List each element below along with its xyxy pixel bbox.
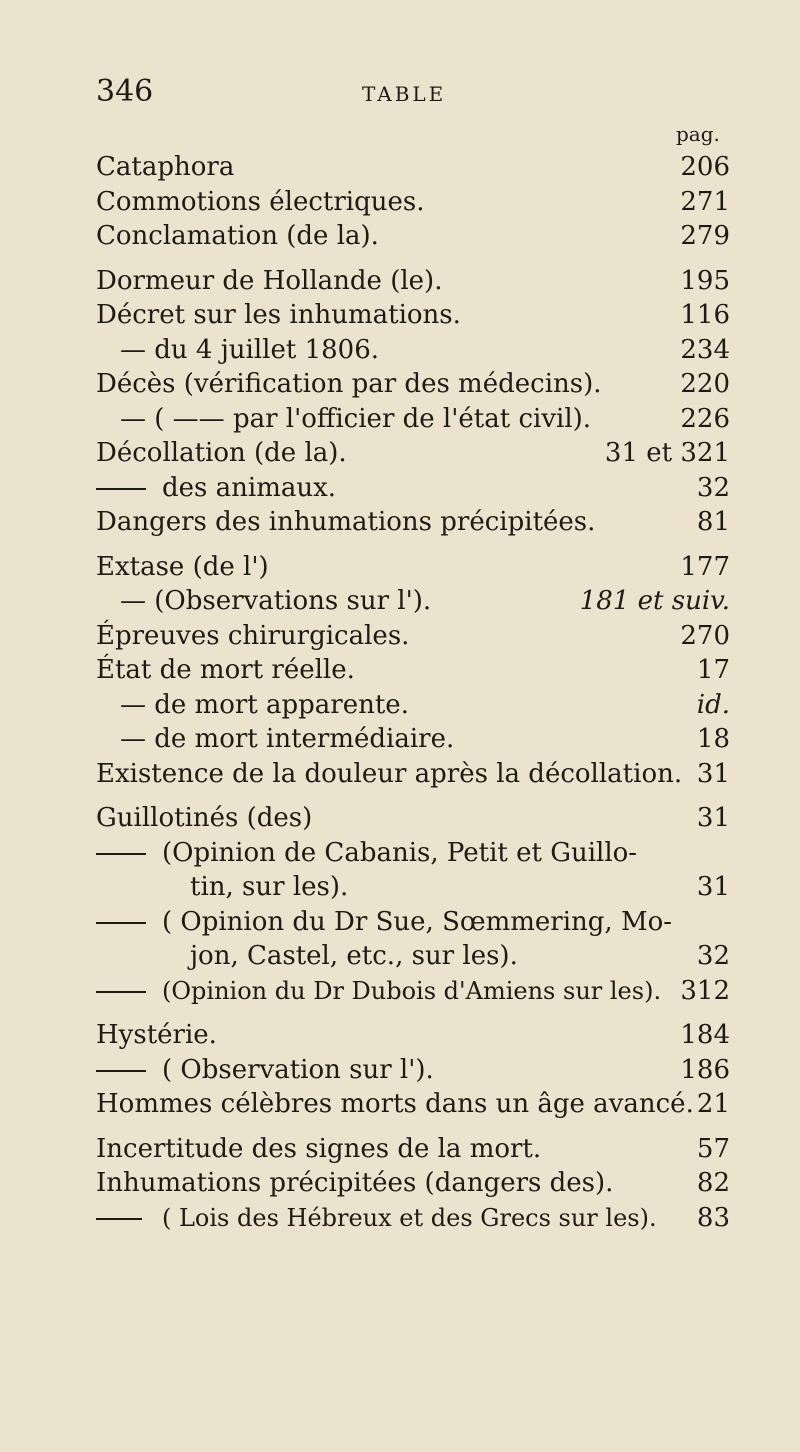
entry-term: Dangers des inhumations précipitées. <box>96 507 596 537</box>
entry-term: Cataphora <box>96 152 235 182</box>
index-entry <box>0 722 800 757</box>
index-entry <box>0 757 800 792</box>
entry-term: Conclamation (de la). <box>96 221 379 251</box>
index-entry <box>0 653 800 688</box>
index-entry <box>0 471 800 506</box>
entry-term: Décollation (de la). <box>96 438 347 468</box>
entry-page: 181 et suiv. <box>579 586 730 616</box>
entry-term: Décès (vérification par des médecins). <box>96 369 602 399</box>
entry-page: 184 <box>680 1020 730 1050</box>
entry-term: ( Observation sur l'). <box>162 1054 434 1085</box>
index-entry <box>0 402 800 437</box>
entry-page: 279 <box>680 221 730 251</box>
index-entry <box>0 436 800 471</box>
page-number: 346 <box>96 74 154 109</box>
index-entry <box>0 219 800 254</box>
repeat-dash <box>96 488 146 490</box>
index-entry <box>0 619 800 654</box>
entry-term: Commotions électriques. <box>96 186 425 217</box>
index-entry <box>0 1166 800 1201</box>
index-entry <box>0 801 800 836</box>
entry-term: (Opinion de Cabanis, Petit et Guillo- <box>162 837 638 868</box>
index-entry <box>0 836 800 871</box>
index-entry <box>0 870 800 905</box>
entry-term: Extase (de l') <box>96 551 269 582</box>
entry-term: Guillotinés (des) <box>96 803 313 833</box>
repeat-dash <box>96 991 146 993</box>
entry-page: 18 <box>696 724 730 754</box>
repeat-dash <box>96 922 146 924</box>
entry-page: 83 <box>696 1202 730 1233</box>
index-entry <box>0 1132 800 1167</box>
entry-page: 31 et 321 <box>604 438 730 468</box>
repeat-dash <box>96 853 146 855</box>
entry-term: Épreuves chirurgicales. <box>96 620 410 651</box>
entry-page: 226 <box>680 403 730 434</box>
entry-page: 271 <box>680 186 730 217</box>
index-entry <box>0 584 800 619</box>
entry-term: Inhumations précipitées (dangers des). <box>96 1168 614 1198</box>
entry-page: 270 <box>680 620 730 651</box>
index-entry <box>0 185 800 220</box>
entry-page: 312 <box>680 975 730 1006</box>
index-entry <box>0 550 800 585</box>
index-entry <box>0 688 800 723</box>
entry-page: 234 <box>680 334 730 365</box>
entry-page: 57 <box>696 1133 730 1164</box>
entry-term: jon, Castel, etc., sur les). <box>190 941 518 971</box>
index-entry <box>0 1087 800 1122</box>
index-entries <box>0 150 800 1235</box>
index-entry <box>0 505 800 540</box>
repeat-dash <box>96 1218 142 1220</box>
entry-term: tin, sur les). <box>190 872 349 902</box>
entry-page: 177 <box>680 551 730 582</box>
entry-term: Décret sur les inhumations. <box>96 300 461 330</box>
index-entry <box>0 264 800 299</box>
entry-page: 31 <box>696 872 730 902</box>
entry-page: 31 <box>696 758 730 789</box>
entry-page: 116 <box>680 300 730 330</box>
entry-page: 32 <box>696 472 730 503</box>
index-entry <box>0 367 800 402</box>
entry-page: 195 <box>680 265 730 296</box>
index-entry <box>0 333 800 368</box>
entry-term: Hommes célèbres morts dans un âge avancé. <box>96 1089 694 1119</box>
index-entry <box>0 1053 800 1088</box>
entry-page: 82 <box>696 1168 730 1198</box>
entry-term: des animaux. <box>162 472 337 503</box>
entry-page: 81 <box>696 507 730 537</box>
entry-term: Incertitude des signes de la mort. <box>96 1133 542 1164</box>
entry-term: Existence de la douleur après la décollation. <box>96 758 683 789</box>
entry-page: 32 <box>696 941 730 971</box>
entry-term: — (Observations sur l'). <box>120 586 432 616</box>
index-entry <box>0 974 800 1009</box>
entry-page: 21 <box>696 1089 730 1119</box>
index-entry <box>0 1201 800 1236</box>
entry-term: — ( —— par l'officier de l'état civil). <box>120 403 592 434</box>
repeat-dash <box>96 1070 146 1072</box>
entry-page: 220 <box>680 369 730 399</box>
entry-term: ( Opinion du Dr Sue, Sœmmering, Mo- <box>162 906 673 937</box>
index-entry <box>0 905 800 940</box>
running-title: TABLE <box>362 82 447 106</box>
entry-page: 186 <box>680 1054 730 1085</box>
entry-page: 17 <box>696 655 730 685</box>
entry-term: État de mort réelle. <box>96 655 355 685</box>
entry-page: 31 <box>696 803 730 833</box>
entry-term: — du 4 juillet 1806. <box>120 334 380 365</box>
entry-term: (Opinion du Dr Dubois d'Amiens sur les). <box>162 976 662 1005</box>
entry-term: Hystérie. <box>96 1020 217 1050</box>
entry-term: Dormeur de Hollande (le). <box>96 265 443 296</box>
index-entry <box>0 150 800 185</box>
page-header <box>96 74 720 114</box>
entry-page: id. <box>696 689 730 720</box>
index-entry <box>0 298 800 333</box>
entry-term: — de mort intermédiaire. <box>120 724 455 754</box>
entry-term: — de mort apparente. <box>120 689 409 720</box>
entry-term: ( Lois des Hébreux et des Grecs sur les). <box>162 1203 657 1232</box>
index-entry <box>0 939 800 974</box>
entry-page: 206 <box>680 152 730 182</box>
index-entry <box>0 1018 800 1053</box>
pag-label: pag. <box>676 122 720 146</box>
